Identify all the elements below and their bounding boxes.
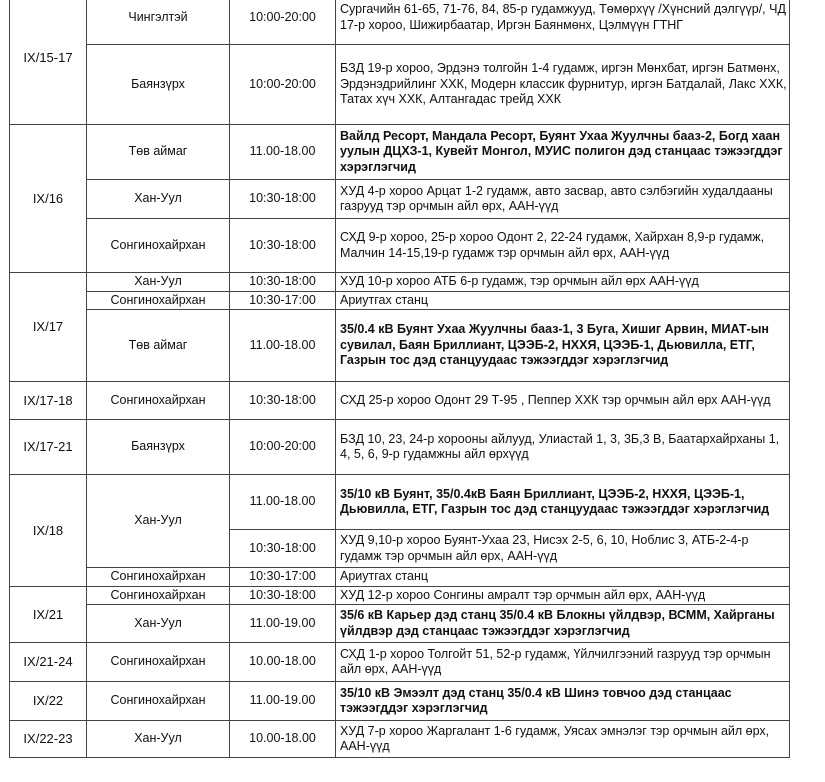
table-row: [10, 586, 790, 605]
table-row: [10, 721, 790, 758]
details-cell: 35/0.4 кВ Буянт Ухаа Жуулчны бааз-1, 3 Буга, Хишиг Арвин, МИАТ-ын сувилал, Баян Бриллиант, ЦЭЭБ-2, НХХЯ, ЦЭЭБ-1, Дьювилла, ЕТГ, Газрын тос дэд станцуудаас тэжээгддэг хэрэглэгчид: [336, 310, 790, 382]
table-row: [10, 310, 790, 382]
time-cell: 11.00-18.00: [230, 475, 336, 530]
date-cell: IX/16: [10, 125, 87, 273]
details-cell: БЗД 19-р хороо, Эрдэнэ толгойн 1-4 гудамж, иргэн Мөнхбат, иргэн Батмөнх, Эрдэнэдрийлинг ХХК, Модерн классик фурнитур, иргэн Батдалай, Лакс ХХК, Татах хүч ХХК, Алтангадас трейд ХХК: [336, 45, 790, 125]
table-row: [10, 682, 790, 721]
district-cell: Сонгинохайрхан: [87, 643, 230, 682]
time-cell: 10.00-18.00: [230, 643, 336, 682]
details-cell: СХД 25-р хороо Одонт 29 Т-95 , Пеппер ХХК тэр орчмын айл өрх ААН-үүд: [336, 382, 790, 420]
date-cell: IX/17-21: [10, 420, 87, 475]
date-cell: IX/15-17: [10, 0, 87, 125]
district-cell: Сонгинохайрхан: [87, 382, 230, 420]
details-cell: 35/6 кВ Карьер дэд станц 35/0.4 кВ Блокны үйлдвэр, ВСММ, Хайрганы үйлдвэр дэд станцаас тэжээгддэг хэрэглэгчид: [336, 605, 790, 643]
date-cell: IX/17-18: [10, 382, 87, 420]
table-row: [10, 291, 790, 310]
time-cell: 11.00-18.00: [230, 310, 336, 382]
time-cell: 10:30-17:00: [230, 568, 336, 587]
district-cell: Сонгинохайрхан: [87, 568, 230, 587]
time-cell: 10:30-18:00: [230, 219, 336, 273]
district-cell: Сонгинохайрхан: [87, 586, 230, 605]
time-cell: 11.00-18.00: [230, 125, 336, 180]
district-cell: Төв аймаг: [87, 125, 230, 180]
time-cell: 10:30-18:00: [230, 180, 336, 219]
details-cell: Ариутгах станц: [336, 568, 790, 587]
details-cell: ХУД 12-р хороо Сонгины амралт тэр орчмын айл өрх, ААН-үүд: [336, 586, 790, 605]
table-row: [10, 475, 790, 530]
time-cell: 10:30-18:00: [230, 273, 336, 292]
table-row: [10, 643, 790, 682]
details-cell: ХУД 9,10-р хороо Буянт-Ухаа 23, Нисэх 2-5, 6, 10, Ноблис 3, АТБ-2-4-р гудамж тэр орчмын айл өрх, ААН-үүд: [336, 530, 790, 568]
date-cell: IX/22: [10, 682, 87, 721]
time-cell: 10:00-20:00: [230, 420, 336, 475]
district-cell: Сонгинохайрхан: [87, 291, 230, 310]
table-row: [10, 125, 790, 180]
district-cell: Баянзүрх: [87, 45, 230, 125]
details-cell: 35/10 кВ Эмээлт дэд станц 35/0.4 кВ Шинэ товчоо дэд станцаас тэжээгддэг хэрэглэгчид: [336, 682, 790, 721]
details-cell: 35/10 кВ Буянт, 35/0.4кВ Баян Бриллиант, ЦЭЭБ-2, НХХЯ, ЦЭЭБ-1, Дьювилла, ЕТГ, Газрын тос дэд станцуудаас тэжээгддэг хэрэглэгчид: [336, 475, 790, 530]
district-cell: Хан-Уул: [87, 180, 230, 219]
table-body: [10, 0, 790, 758]
district-cell: Хан-Уул: [87, 475, 230, 568]
details-cell: СХД 9-р хороо, 25-р хороо Одонт 2, 22-24 гудамж, Хайрхан 8,9-р гудамж, Малчин 14-15,19-р гудамж тэр орчмын айл өрх, ААН-үүд: [336, 219, 790, 273]
table-row: [10, 0, 790, 45]
table-row: [10, 382, 790, 420]
date-cell: IX/22-23: [10, 721, 87, 758]
time-cell: 11.00-19.00: [230, 682, 336, 721]
details-cell: Ариутгах станц: [336, 291, 790, 310]
district-cell: Сонгинохайрхан: [87, 682, 230, 721]
table-row: [10, 420, 790, 475]
date-cell: IX/18: [10, 475, 87, 587]
date-cell: IX/17: [10, 273, 87, 382]
table-row: [10, 605, 790, 643]
time-cell: 10:30-18:00: [230, 530, 336, 568]
time-cell: 10:30-18:00: [230, 382, 336, 420]
details-cell: Сургачийн 61-65, 71-76, 84, 85-р гудамжууд, Төмөрхүү /Хүнсний дэлгүүр/, ЧД 17-р хороо, Шижирбаатар, Иргэн Баянмөнх, Цэлмүүн ГТНГ: [336, 0, 790, 45]
district-cell: Төв аймаг: [87, 310, 230, 382]
details-cell: ХУД 7-р хороо Жаргалант 1-6 гудамж, Уясах эмнэлэг тэр орчмын айл өрх, ААН-үүд: [336, 721, 790, 758]
table-row: [10, 180, 790, 219]
details-cell: БЗД 10, 23, 24-р хорооны айлууд, Улиастай 1, 3, 3Б,3 В, Баатархайрханы 1, 4, 5, 6, 9-р гудамжны айл өрхүүд: [336, 420, 790, 475]
details-cell: СХД 1-р хороо Толгойт 51, 52-р гудамж, Үйлчилгээний газрууд тэр орчмын айл өрх, ААН-үүд: [336, 643, 790, 682]
details-cell: Вайлд Ресорт, Мандала Ресорт, Буянт Ухаа Жуулчны бааз-2, Богд хаан уулын ДЦХЗ-1, Кувейт Монгол, МУИС полигон дэд станцаас тэжээгддэг хэрэглэгчид: [336, 125, 790, 180]
district-cell: Хан-Уул: [87, 721, 230, 758]
district-cell: Сонгинохайрхан: [87, 219, 230, 273]
district-cell: Хан-Уул: [87, 605, 230, 643]
time-cell: 11.00-19.00: [230, 605, 336, 643]
details-cell: ХУД 10-р хороо АТБ 6-р гудамж, тэр орчмын айл өрх ААН-үүд: [336, 273, 790, 292]
district-cell: Чингэлтэй: [87, 0, 230, 45]
time-cell: 10.00-18.00: [230, 721, 336, 758]
time-cell: 10:00-20:00: [230, 0, 336, 45]
outage-schedule-table: [9, 0, 790, 758]
district-cell: Баянзүрх: [87, 420, 230, 475]
date-cell: IX/21-24: [10, 643, 87, 682]
time-cell: 10:00-20:00: [230, 45, 336, 125]
details-cell: ХУД 4-р хороо Арцат 1-2 гудамж, авто засвар, авто сэлбэгийн худалдааны газрууд тэр орчмын айл өрх, ААН-үүд: [336, 180, 790, 219]
table-row: [10, 273, 790, 292]
date-cell: IX/21: [10, 586, 87, 643]
district-cell: Хан-Уул: [87, 273, 230, 292]
time-cell: 10:30-17:00: [230, 291, 336, 310]
table-row: [10, 219, 790, 273]
time-cell: 10:30-18:00: [230, 586, 336, 605]
table-row: [10, 568, 790, 587]
table-row: [10, 45, 790, 125]
